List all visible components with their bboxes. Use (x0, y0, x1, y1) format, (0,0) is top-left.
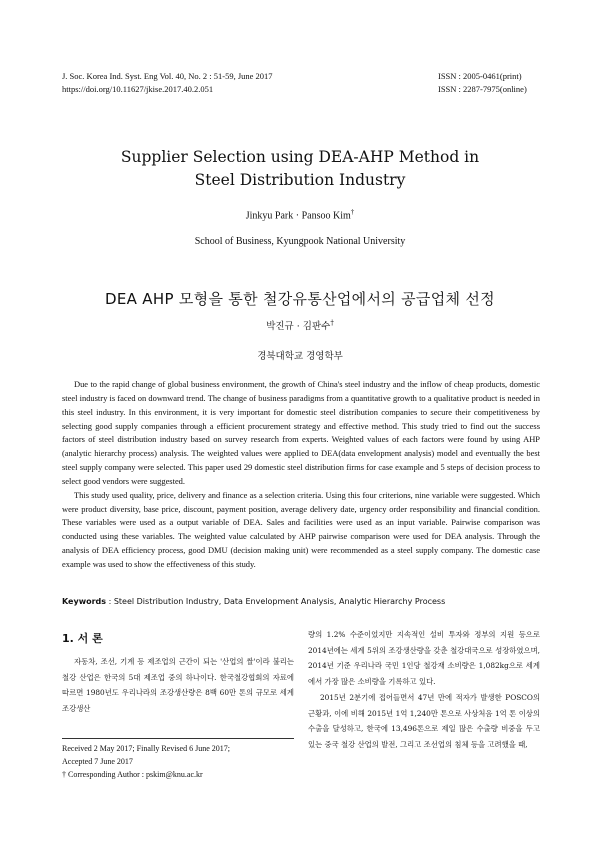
section-heading: 1. 서 론 (62, 632, 103, 645)
left-body-paragraph: 자동차, 조선, 기계 등 제조업의 근간이 되는 '산업의 쌀'이라 불리는 철강 산업은 한국의 5대 제조업 중의 하나이다. 한국철강협회의 자료에 따르면 1980년도 우리나라의 조강생산량은 8백 60만 톤의 규모로 세계 조강생산 (62, 657, 294, 714)
affiliation-en: School of Business, Kyungpook National University (194, 236, 406, 247)
journal-header (62, 70, 273, 96)
right-body-paragraph-1: 량의 1.2% 수준이었지만 지속적인 설비 투자와 정부의 지원 등으로 2014년에는 세계 5위의 조강생산량을 갖춘 철강대국으로 성장하였으며, 2014년 기준 우리나라 국민 1인당 철강재 소비량은 1,082kg으로 세계에서 가장 많은 소비량을 기록하고 있다. (308, 630, 540, 687)
keywords-list: : Steel Distribution Industry, Data Envelopment Analysis, Analytic Hierarchy Process (106, 597, 446, 606)
paper-title-en (0, 146, 600, 192)
journal-citation: J. Soc. Korea Ind. Syst. Eng Vol. 40, No. 2 : 51-59, June 2017 (62, 71, 273, 81)
affiliation-ko: 경북대학교 경영학부 (257, 351, 343, 362)
right-body-paragraph-2: 2015년 2분기에 접어들면서 47년 만에 적자가 발생한 POSCO의 근황과, 이에 비해 2015년 1억 1,240만 톤으로 사상처음 1억 톤 이상의 수출을 달성하고, 한국에 13,496톤으로 제일 많은 수출량 비중을 두고 있는 중국 철강 산업의 발전, 그리고 조선업의 침체 등을 고려했을 때, (308, 692, 540, 749)
abstract (62, 378, 540, 572)
issn-online: ISSN : 2287-7975(online) (438, 84, 527, 94)
doi-link[interactable]: https://doi.org/10.11627/jkise.2017.40.2.051 (62, 84, 214, 94)
footnote-divider (62, 738, 294, 739)
right-column (308, 627, 540, 753)
left-column (62, 630, 294, 717)
corresponding-author: † Corresponding Author : pskim@knu.ac.kr (62, 770, 203, 779)
title-en-line2: Steel Distribution Industry (194, 171, 406, 189)
title-en-line1: Supplier Selection using DEA-AHP Method in (120, 148, 480, 166)
received-date: Received 2 May 2017; Finally Revised 6 June 2017; (62, 744, 230, 753)
footnotes (62, 742, 294, 781)
abstract-paragraph-1: Due to the rapid change of global business environment, the growth of China's steel industry and the inflow of cheap products, domestic steel industry is faced on downward trend. The change of business paradigms from a quantitative growth to a qualitative product is needed in this steel industry. In this environment, it is very important for domestic steel distribution companies to secure their competitiveness by selecting good supply companies through a efficient procurement strategy and effective method. This study tried to find out the success factors of steel distribution industry based on survey research from experts. Weighted values of each factors were found by using AHP (analytic hierarchy process) analysis. The weighted values were applied to DEA(data envelopment analysis) model and eventually the best steel supply company were selected. This paper used 29 domestic steel distribution firms for case example and 5 steps of decision process to select good vendors were suggested. (62, 379, 540, 486)
issn-print: ISSN : 2005-0461(print) (438, 71, 522, 81)
issn-block (438, 70, 527, 96)
keywords-label: Keywords (62, 597, 107, 606)
authors-ko (0, 318, 600, 332)
accepted-date: Accepted 7 June 2017 (62, 757, 133, 766)
authors-ko-names: 박진규 · 김판수 (266, 321, 331, 332)
paper-title-ko: DEA AHP 모형을 통한 철강유통산업에서의 공급업체 선정 (105, 290, 495, 308)
keywords (62, 597, 540, 606)
abstract-paragraph-2: This study used quality, price, delivery and finance as a selection criteria. Using this four criterions, nine variable were suggested. Which were product diversity, base price, discount, payment position, average delivery date, urgency order responsibility and financial condition. These variables were used as a output variable of DEA. Sales and facilities were used as an input variable. Pairwise comparison was conducted using these variables. The weighted value calculated by AHP pairwise comparison were used for DEA analysis. Through the analysis of DEA efficiency process, good DMU (decision making unit) were recommended as a steel supply company. The domestic case example was used to show the effectiveness of this study. (62, 489, 540, 569)
corresponding-mark-ko: † (330, 318, 334, 327)
authors-en-names: Jinkyu Park · Pansoo Kim (245, 210, 351, 222)
authors-en (0, 208, 600, 221)
corresponding-mark: † (350, 208, 355, 216)
